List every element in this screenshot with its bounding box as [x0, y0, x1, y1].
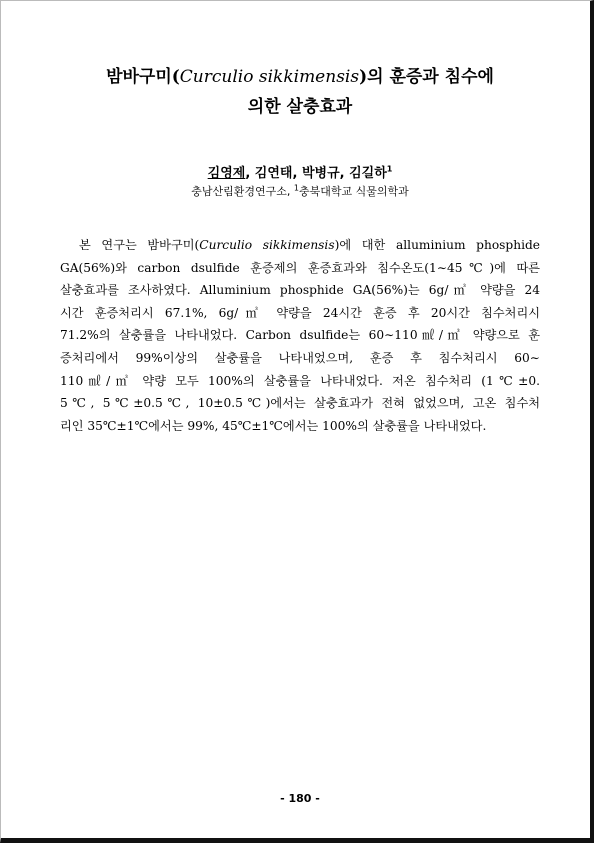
- abstract-line: GA(56%)와 carbon dsulfide 훈증제의 훈증효과와 침수온도(1∼45℃)에 따른: [60, 260, 540, 275]
- co-authors: , 김연태, 박병규, 김길하: [245, 166, 387, 181]
- title-korean-end: )의 훈증과 침수에: [359, 67, 494, 87]
- abstract-line: 본 연구는 밤바구미(Curculio sikkimensis)에 대한 alluminium phosphide: [60, 238, 540, 252]
- title-line-2: 의한 살충효과: [247, 97, 353, 117]
- abstract-species-name: Curculio sikkimensis: [199, 238, 335, 252]
- affiliation-primary: 충남산림환경연구소,: [191, 185, 294, 198]
- author-list: [40, 162, 560, 181]
- first-author: 김영제: [207, 166, 246, 181]
- page-number: - 180 -: [280, 792, 320, 805]
- abstract-line: 증처리에서 99%이상의 살충률을 나타내었으며, 훈증 후 침수처리시 60∼: [60, 350, 540, 365]
- abstract-line: 리인 35℃±1℃에서는 99%, 45℃±1℃에서는 100%의 살충률을 나타내었다.: [60, 418, 487, 433]
- title-korean-start: 밤바구미(: [106, 67, 180, 87]
- abstract-line: 살충효과를 조사하였다. Alluminium phosphide GA(56%)는 6g/㎥ 약량을 24: [60, 283, 540, 298]
- title-species-name: Curculio sikkimensis: [179, 67, 360, 87]
- author-affiliation-mark: 1: [386, 164, 393, 174]
- affiliation-mark: 1: [293, 183, 299, 193]
- abstract-body: [60, 234, 540, 437]
- abstract-line: 110㎖/㎥ 약량 모두 100%의 살충률을 나타내었다. 저온 침수처리 (1℃±0.: [60, 373, 540, 388]
- abstract-line: 71.2%의 살충률을 나타내었다. Carbon dsulfide는 60∼110㎖/㎥ 약량으로 훈: [60, 328, 540, 343]
- abstract-line: 5℃, 5℃±0.5℃, 10±0.5℃)에서는 살충효과가 전혀 없었으며, 고온 침수처: [60, 396, 540, 411]
- affiliation: [40, 183, 560, 199]
- affiliation-secondary: 충북대학교 식물의학과: [298, 185, 409, 198]
- abstract-line: 시간 훈증처리시 67.1%, 6g/㎥ 약량을 24시간 훈증 후 20시간 침수처리시: [60, 305, 540, 320]
- paper-title: [40, 62, 560, 122]
- title-line-1: [40, 62, 560, 92]
